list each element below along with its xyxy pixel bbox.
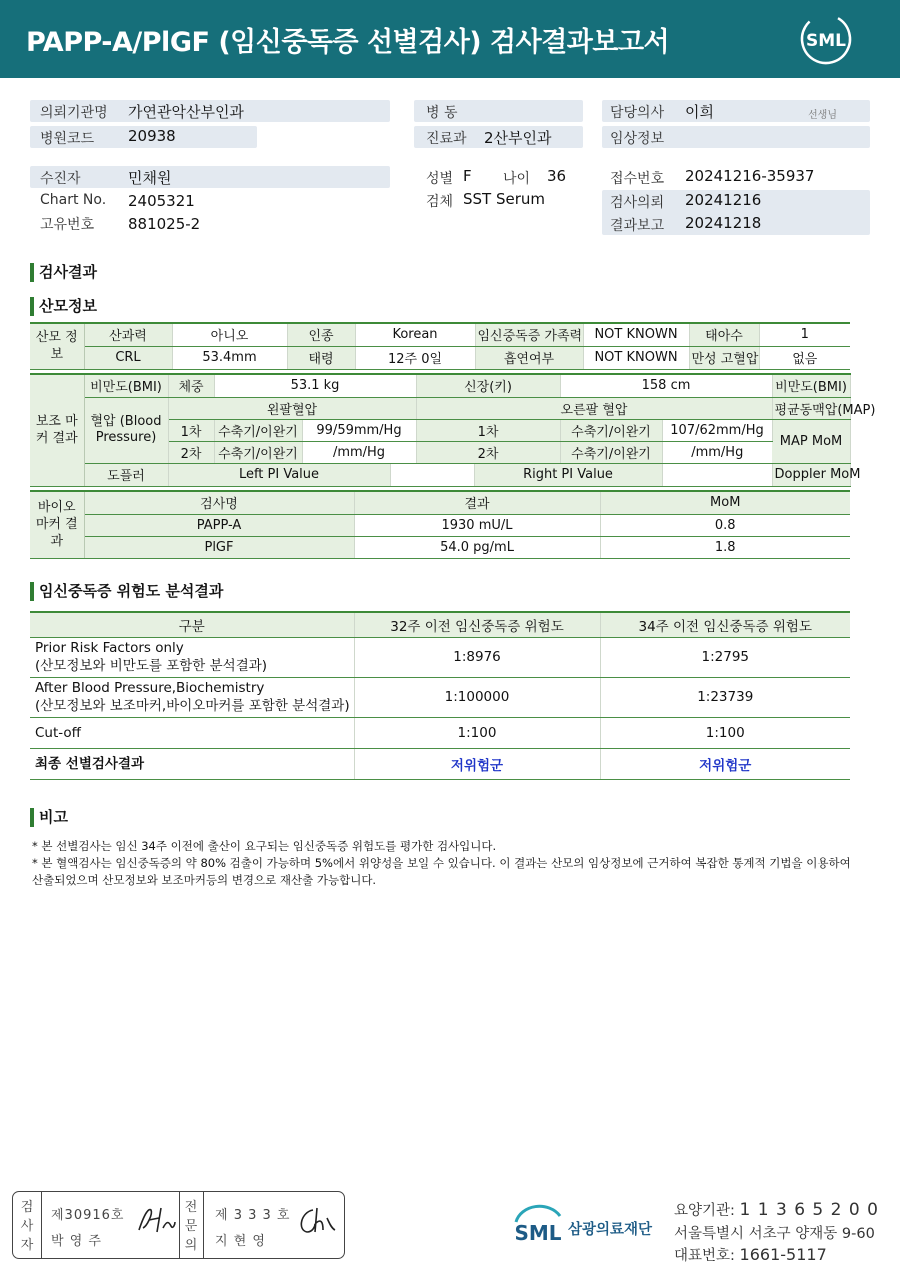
cell: 2차	[416, 441, 560, 463]
cell: PAPP-A	[84, 514, 354, 536]
cell: 1차	[416, 419, 560, 441]
cell: 비만도(BMI)	[772, 374, 850, 397]
clinical-label: 임상정보	[610, 131, 665, 147]
ward-label: 병 동	[426, 105, 458, 121]
cell: 1차	[168, 419, 214, 441]
remark-line: * 본 혈액검사는 임신중독증의 약 80% 검출이 가능하며 5%에서 위양성을 보일 수 있습니다. 이 결과는 산모의 임상정보에 근거하여 복잡한 통계적 기법을 이용하여 산출되었으며 산모정보와 보조마커등의 변경으로 재산출 가능합니다.	[32, 856, 851, 887]
cell: 수축기/이완기	[214, 441, 302, 463]
cell: 1.8	[600, 536, 850, 558]
cell: 107/62mm/Hg	[662, 419, 772, 441]
uid-label: 고유번호	[40, 217, 95, 233]
maternal-table	[30, 322, 850, 370]
cell: PlGF	[84, 536, 354, 558]
uid-value: 881025-2	[128, 215, 201, 233]
receipt-value: 20241216-35937	[685, 167, 815, 185]
cell: 검사명	[84, 491, 354, 514]
cell: 53.4mm	[172, 346, 287, 369]
risk-row-label	[30, 677, 354, 717]
doctor-label: 담당의사	[610, 105, 665, 121]
bio-marker-table	[30, 490, 850, 559]
signature-box	[12, 1191, 345, 1259]
org-logo-block	[510, 1196, 670, 1256]
section-maternal-title: 산모정보	[30, 297, 97, 316]
cell: Doppler MoM	[772, 463, 850, 486]
aux-marker-table	[30, 373, 876, 487]
doctor-suffix: 선생님	[808, 110, 837, 121]
doctor-value: 이희	[685, 103, 714, 121]
sml-logo-icon	[800, 13, 852, 65]
bio-side-label: 바이오 마커 결과	[30, 491, 84, 558]
aux-side-label: 보조 마커 결과	[30, 374, 84, 486]
remark-line: * 본 선별검사는 임신 34주 이전에 출산이 요구되는 임신중독증 위험도를 평가한 검사입니다.	[32, 839, 497, 853]
cell: 태령	[287, 346, 355, 369]
org-phone-label: 대표번호:	[674, 1248, 735, 1264]
remarks-text	[32, 838, 862, 889]
final-result-32w: 저위험군	[354, 748, 600, 779]
cell	[662, 463, 772, 486]
cell: 34주 이전 임신중독증 위험도	[600, 612, 850, 637]
age-value: 36	[547, 167, 567, 185]
sex-value: F	[463, 167, 472, 185]
org-logo-text: SML	[514, 1221, 562, 1245]
cell: 1:8976	[354, 637, 600, 677]
section-remarks-title: 비고	[30, 808, 68, 827]
cell: 1	[759, 323, 850, 346]
specialist-license: 제 3 3 3 호	[215, 1208, 291, 1223]
cell: 구분	[30, 612, 354, 637]
org-name: 삼광의료재단	[568, 1222, 653, 1238]
dept-value: 2산부인과	[484, 129, 552, 147]
cell: 만성 고혈압	[689, 346, 759, 369]
cell: 결과	[354, 491, 600, 514]
risk-table	[30, 611, 850, 780]
cell: 1:23739	[600, 677, 850, 717]
examiner-label: 검 사 자	[20, 1200, 34, 1253]
risk-label-line1: After Blood Pressure,Biochemistry	[35, 680, 265, 696]
cell: Korean	[355, 323, 475, 346]
cell: 혈압 (Blood Pressure)	[84, 397, 168, 463]
specialist-label: 전 문 의	[184, 1200, 198, 1253]
cell: 1930 mU/L	[354, 514, 600, 536]
cell: 태아수	[689, 323, 759, 346]
examiner-license: 제30916호	[51, 1208, 125, 1223]
cell: 인종	[287, 323, 355, 346]
risk-row-label	[30, 717, 354, 748]
logo-text: SML	[806, 31, 846, 51]
cell: 99/59mm/Hg	[302, 419, 416, 441]
report-header	[0, 0, 900, 78]
cell: 평균동맥압(MAP)	[772, 397, 850, 419]
cell: 53.1 kg	[214, 374, 416, 397]
examiner-name: 박 영 주	[51, 1234, 102, 1249]
requested-value: 20241216	[685, 191, 762, 209]
specimen-label: 검체	[426, 194, 454, 210]
age-label: 나이	[503, 171, 531, 187]
cell: NOT KNOWN	[583, 323, 689, 346]
org-address: 서울특별시 서초구 양재동 9-60	[674, 1226, 875, 1242]
risk-label-line1: Prior Risk Factors only	[35, 640, 184, 656]
sex-label: 성별	[426, 171, 454, 187]
cell: 산과력	[84, 323, 172, 346]
cell: 1:100000	[354, 677, 600, 717]
sml-org-logo-icon	[510, 1200, 566, 1254]
reported-label: 결과보고	[610, 218, 665, 234]
cell: 1:100	[600, 717, 850, 748]
examiner-signature-icon	[135, 1202, 177, 1236]
institution-value: 가연관악산부인과	[128, 103, 244, 121]
org-phone-value: 1661-5117	[739, 1245, 827, 1264]
reported-value: 20241218	[685, 214, 762, 232]
cell: NOT KNOWN	[583, 346, 689, 369]
cell: 신장(키)	[416, 374, 560, 397]
cell: 도플러	[84, 463, 168, 486]
cell: 왼팔혈압	[168, 397, 416, 419]
final-result-34w: 저위험군	[600, 748, 850, 779]
report-title: PAPP-A/PlGF (임신중독증 선별검사) 검사결과보고서	[26, 27, 670, 58]
cell: 오른팔 혈압	[416, 397, 772, 419]
final-result-label: 최종 선별검사결과	[30, 748, 354, 779]
hospital-code-value: 20938	[128, 127, 176, 145]
cell: MAP MoM	[772, 419, 850, 463]
org-code-value: 1 1 3 6 5 2 0 0	[739, 1200, 879, 1220]
cell: 체중	[168, 374, 214, 397]
cell	[390, 463, 474, 486]
risk-label-line2: (산모정보와 보조마커,바이오마커를 포함한 분석결과)	[35, 698, 350, 714]
specialist-signature-icon	[295, 1204, 339, 1238]
maternal-side-label: 산모 정보	[30, 323, 84, 369]
risk-label-line1: Cut-off	[35, 724, 81, 741]
chart-no-label: Chart No.	[40, 192, 107, 208]
risk-label-line2: (산모정보와 비만도를 포함한 분석결과)	[35, 658, 268, 674]
cell: 0.8	[600, 514, 850, 536]
institution-label: 의뢰기관명	[40, 105, 108, 121]
cell: 158 cm	[560, 374, 772, 397]
cell: MoM	[600, 491, 850, 514]
cell: 흡연여부	[475, 346, 583, 369]
hospital-code-label: 병원코드	[40, 131, 95, 147]
cell: 비만도(BMI)	[84, 374, 168, 397]
cell: 수축기/이완기	[214, 419, 302, 441]
patient-name-value: 민채원	[128, 169, 172, 187]
cell: CRL	[84, 346, 172, 369]
cell: 1:2795	[600, 637, 850, 677]
cell: 임신중독증 가족력	[475, 323, 583, 346]
cell: 없음	[759, 346, 850, 369]
patient-name-label: 수진자	[40, 171, 81, 187]
specialist-name: 지 현 영	[215, 1234, 266, 1249]
chart-no-value: 2405321	[128, 192, 195, 210]
receipt-label: 접수번호	[610, 171, 665, 187]
risk-row-label	[30, 637, 354, 677]
dept-label: 진료과	[426, 131, 467, 147]
section-risk-title: 임신중독증 위험도 분석결과	[30, 582, 223, 601]
specimen-value: SST Serum	[463, 190, 546, 208]
section-results-title: 검사결과	[30, 263, 97, 282]
cell: 수축기/이완기	[560, 419, 662, 441]
cell: /mm/Hg	[302, 441, 416, 463]
cell: 1:100	[354, 717, 600, 748]
cell: 54.0 pg/mL	[354, 536, 600, 558]
org-phone-line	[674, 1244, 827, 1265]
org-code-line	[674, 1199, 879, 1220]
cell: Left PI Value	[168, 463, 390, 486]
cell: 수축기/이완기	[560, 441, 662, 463]
cell: 2차	[168, 441, 214, 463]
cell: 12주 0일	[355, 346, 475, 369]
cell: /mm/Hg	[662, 441, 772, 463]
cell: 아니오	[172, 323, 287, 346]
cell: Right PI Value	[474, 463, 662, 486]
cell: 32주 이전 임신중독증 위험도	[354, 612, 600, 637]
org-code-label: 요양기관:	[674, 1203, 735, 1219]
requested-label: 검사의뢰	[610, 195, 665, 211]
